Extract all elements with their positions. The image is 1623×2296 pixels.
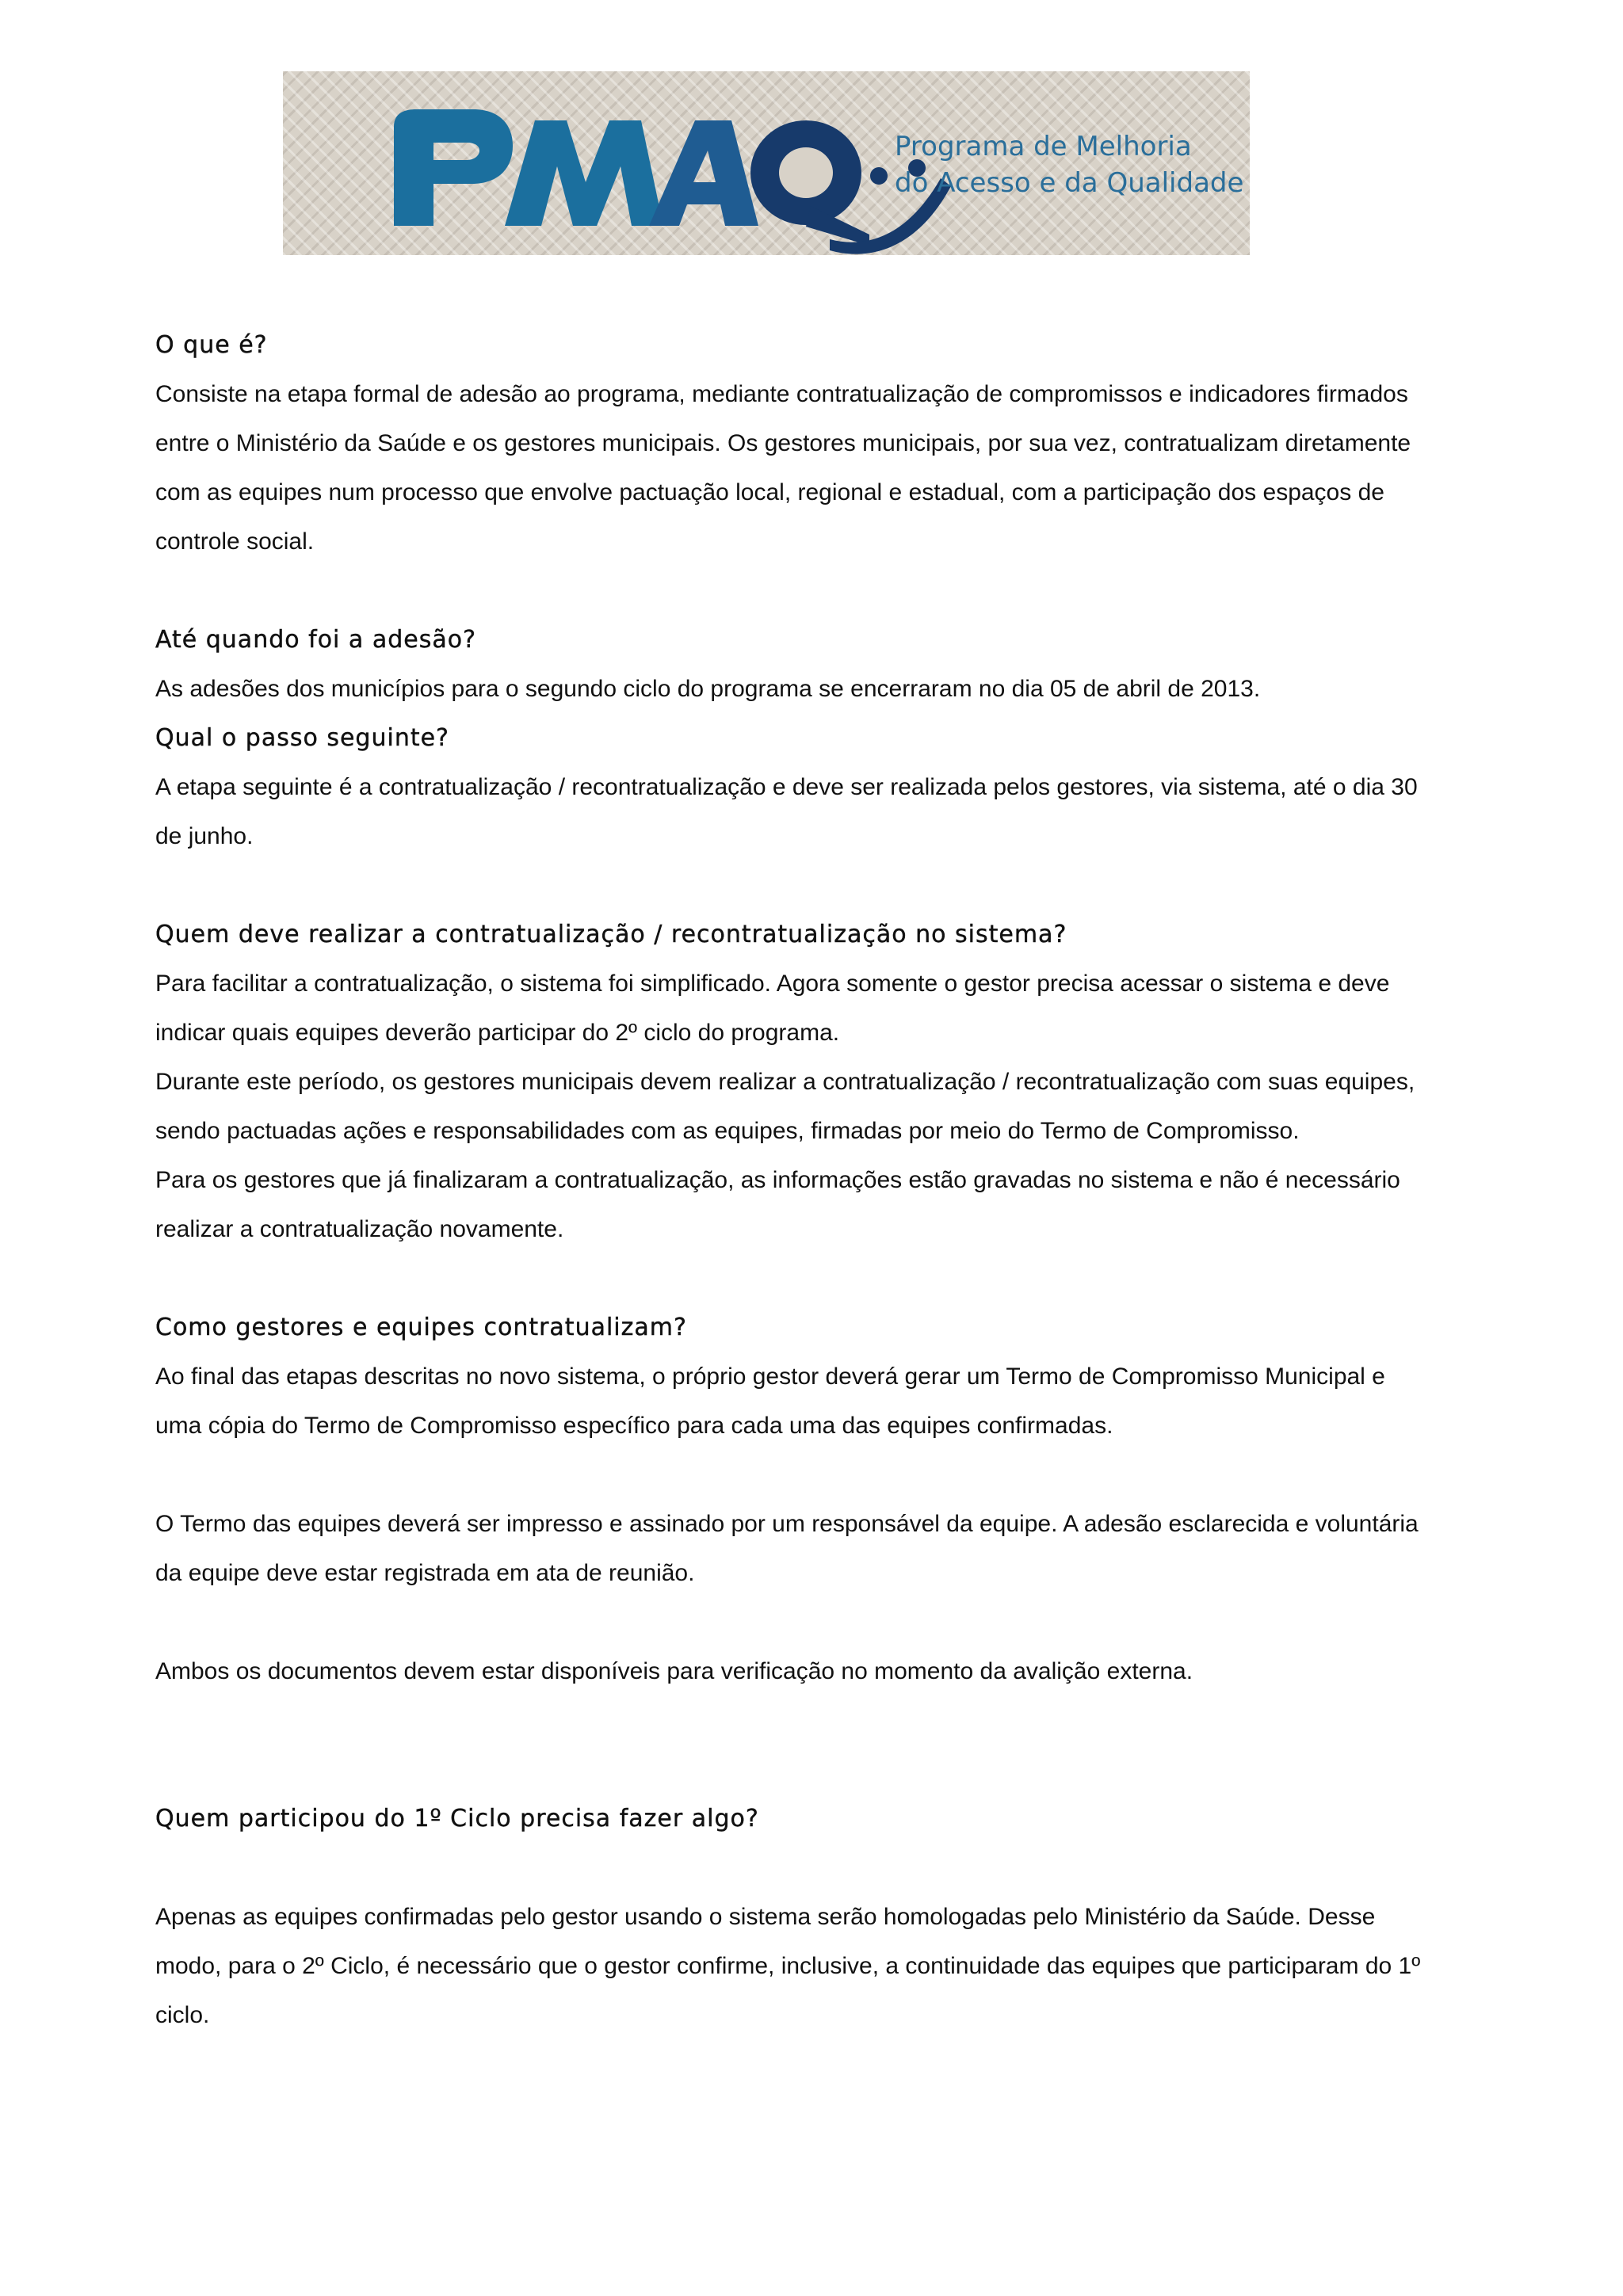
paragraph-line: realizar a contratualização novamente.: [155, 1216, 564, 1242]
section-passo-seguinte: [155, 714, 1471, 861]
paragraph-line: Ao final das etapas descritas no novo sistema, o próprio gestor deverá gerar um Termo de Compromisso Municipal e: [155, 1363, 1385, 1390]
paragraph-line: ciclo.: [155, 2002, 210, 2028]
pmaq-banner: [283, 71, 1250, 255]
spacer: [155, 1598, 1471, 1647]
paragraph-line: Ambos os documentos devem estar disponíveis para verificação no momento da avalição externa.: [155, 1658, 1193, 1684]
spacer: [155, 1254, 1471, 1303]
paragraph-line: sendo pactuadas ações e responsabilidades com as equipes, firmadas por meio do Termo de Compromisso.: [155, 1118, 1300, 1144]
paragraph-line: entre o Ministério da Saúde e os gestores municipais. Os gestores municipais, por sua vez, contratualizam diretamente: [155, 430, 1411, 456]
spacer: [155, 1451, 1471, 1500]
banner-subtitle: [895, 128, 1243, 201]
paragraph-line: A etapa seguinte é a contratualização / recontratualização e deve ser realizada pelos gestores, via sistema, até o dia 30: [155, 774, 1418, 800]
logo-dot-left: [870, 167, 888, 185]
section-heading: Até quando foi a adesão?: [155, 626, 477, 654]
logo-letter-p: [394, 109, 513, 226]
paragraph-line: Durante este período, os gestores municipais devem realizar a contratualização / recontratualização com suas equipes,: [155, 1069, 1415, 1095]
paragraph-line: Para os gestores que já finalizaram a contratualização, as informações estão gravadas no sistema e não é necessário: [155, 1167, 1400, 1193]
document-body: [155, 321, 1471, 2040]
section-primeiro-ciclo: [155, 1794, 1471, 2040]
paragraph-line: Para facilitar a contratualização, o sistema foi simplificado. Agora somente o gestor precisa acessar o sistema e deve: [155, 971, 1390, 997]
logo-letter-q: [750, 120, 869, 246]
paragraph-line: com as equipes num processo que envolve pactuação local, regional e estadual, com a participação dos espaços de: [155, 479, 1384, 505]
paragraph-line: indicar quais equipes deverão participar do 2º ciclo do programa.: [155, 1020, 840, 1046]
spacer: [155, 1696, 1471, 1794]
section-heading: Quem deve realizar a contratualização / recontratualização no sistema?: [155, 921, 1067, 948]
section-como-contratualizam: [155, 1303, 1471, 1696]
paragraph-line: Apenas as equipes confirmadas pelo gestor usando o sistema serão homologadas pelo Ministério da Saúde. Desse: [155, 1904, 1376, 1930]
paragraph-line: uma cópia do Termo de Compromisso específico para cada uma das equipes confirmadas.: [155, 1413, 1113, 1439]
section-quem-deve-realizar: [155, 910, 1471, 1254]
section-ate-quando: [155, 616, 1471, 714]
paragraph-line: Consiste na etapa formal de adesão ao programa, mediante contratualização de compromissos e indicadores firmados: [155, 381, 1408, 407]
paragraph-line: modo, para o 2º Ciclo, é necessário que o gestor confirme, inclusive, a continuidade das equipes que participaram do 1º: [155, 1953, 1421, 1979]
banner-subtitle-line1: Programa de Melhoria: [895, 131, 1192, 162]
paragraph-line: O Termo das equipes deverá ser impresso e assinado por um responsável da equipe. A adesão esclarecida e voluntária: [155, 1511, 1419, 1537]
section-heading: Como gestores e equipes contratualizam?: [155, 1314, 687, 1341]
logo-letter-m: [505, 120, 663, 226]
banner-subtitle-line2: do Acesso e da Qualidade: [895, 167, 1244, 199]
section-heading: Quem participou do 1º Ciclo precisa fazer algo?: [155, 1805, 759, 1833]
paragraph-line: de junho.: [155, 823, 254, 849]
spacer: [155, 861, 1471, 910]
paragraph-line: da equipe deve estar registrada em ata de reunião.: [155, 1560, 695, 1586]
section-o-que-e: [155, 321, 1471, 566]
paragraph-line: As adesões dos municípios para o segundo ciclo do programa se encerraram no dia 05 de abril de 2013.: [155, 676, 1261, 702]
section-heading: O que é?: [155, 331, 268, 359]
paragraph-line: controle social.: [155, 528, 315, 555]
logo-letter-a: [649, 120, 758, 226]
section-heading: Qual o passo seguinte?: [155, 724, 449, 752]
spacer: [155, 566, 1471, 616]
spacer: [155, 1844, 1471, 1893]
